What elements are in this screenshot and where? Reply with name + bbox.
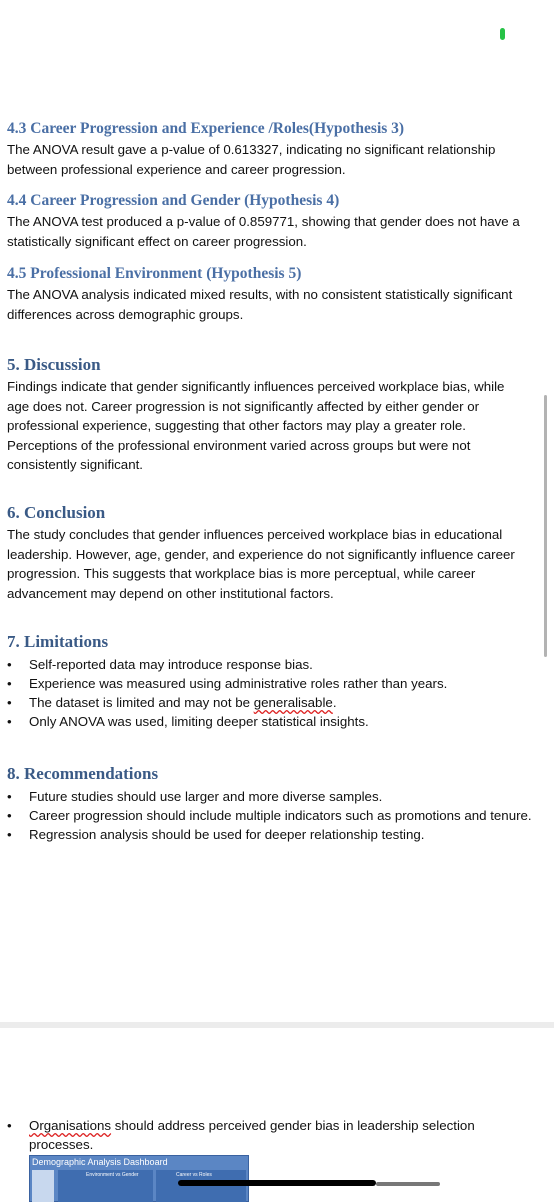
section-body-4-4	[7, 212, 547, 251]
section-heading-conclusion: 6. Conclusion	[7, 503, 106, 522]
dashboard-title: Demographic Analysis Dashboard	[32, 1157, 168, 1167]
section-heading-4-3: 4.3 Career Progression and Experience /Roles(Hypothesis 3)	[7, 120, 405, 137]
section-heading-recommendations: 8. Recommendations	[7, 764, 159, 783]
bullet-icon: •	[7, 827, 12, 842]
bullet-icon: •	[7, 808, 12, 823]
dashboard-panel-label: Career vs Roles	[176, 1172, 212, 1178]
dashboard-panel	[58, 1170, 153, 1202]
body-line: between professional experience and career progression.	[7, 161, 346, 177]
section-heading-4-4: 4.4 Career Progression and Gender (Hypothesis 4)	[7, 192, 340, 209]
body-line: professional experience, suggesting that other factors may play a greater role.	[7, 418, 466, 433]
section-body-4-3	[7, 140, 547, 179]
list-item: • The dataset is limited and may not be generalisable.	[7, 695, 337, 710]
spellcheck-word: Organisations	[29, 1118, 112, 1133]
body-line: differences across demographic groups.	[7, 306, 244, 322]
dashboard-panel-label: Environment vs Gender	[86, 1172, 139, 1178]
list-item: • Regression analysis should be used for deeper relationship testing.	[7, 827, 425, 842]
scrollbar[interactable]	[544, 395, 547, 657]
section-body-discussion	[7, 377, 547, 475]
dashboard-sidebar	[32, 1170, 54, 1202]
section-heading-discussion: 5. Discussion	[7, 355, 101, 374]
limitations-list	[7, 655, 447, 731]
home-indicator[interactable]	[178, 1180, 376, 1186]
body-line: The study concludes that gender influences perceived workplace bias in educational	[7, 527, 503, 542]
body-line: statistically significant effect on career progression.	[7, 233, 307, 249]
bullet-icon: •	[7, 714, 12, 729]
bullet-icon: •	[7, 695, 12, 710]
list-item: • Organisations should address perceived gender bias in leadership selection	[7, 1118, 475, 1133]
body-line: The ANOVA analysis indicated mixed results, with no consistent statistically significant	[7, 287, 513, 302]
bullet-icon: •	[7, 676, 12, 691]
body-line: advancement may depend on other institutional factors.	[7, 585, 334, 601]
body-line: The ANOVA result gave a p-value of 0.613327, indicating no significant relationship	[7, 142, 496, 157]
dashboard-image	[29, 1155, 249, 1202]
body-line: consistently significant.	[7, 457, 143, 472]
recommendations-list-continued	[7, 1116, 475, 1154]
list-item: • Only ANOVA was used, limiting deeper statistical insights.	[7, 714, 369, 729]
list-item: • Self-reported data may introduce response bias.	[7, 657, 313, 672]
body-line: progression. This suggests that workplace bias is more perceptual, while career	[7, 566, 476, 581]
body-line: Findings indicate that gender significantly influences perceived workplace bias, while	[7, 379, 505, 394]
list-item: • Experience was measured using administrative roles rather than years.	[7, 676, 448, 691]
list-item: • Future studies should use larger and more diverse samples.	[7, 789, 383, 804]
list-item: • Career progression should include multiple indicators such as promotions and tenure.	[7, 808, 532, 823]
recommendations-list	[7, 787, 532, 844]
section-body-conclusion	[7, 525, 547, 603]
body-line: age does not. Career progression is not significantly affected by either gender or	[7, 398, 480, 414]
body-line: leadership. However, age, gender, and experience do not significantly influence career	[7, 546, 515, 562]
bullet-icon: •	[7, 657, 12, 672]
section-body-4-5	[7, 285, 547, 324]
body-line: The ANOVA test produced a p-value of 0.859771, showing that gender does not have a	[7, 214, 520, 229]
dashboard-panel	[156, 1170, 246, 1202]
section-heading-4-5: 4.5 Professional Environment (Hypothesis 5)	[7, 265, 302, 282]
bullet-icon: •	[7, 789, 12, 804]
list-item-continuation: processes.	[29, 1137, 94, 1152]
recording-indicator	[500, 28, 505, 40]
bullet-icon: •	[7, 1118, 12, 1133]
spellcheck-word: generalisable	[253, 695, 333, 710]
section-heading-limitations: 7. Limitations	[7, 632, 109, 651]
body-line: Perceptions of the professional environment varied across groups but were not	[7, 437, 471, 453]
home-indicator-secondary	[376, 1182, 440, 1186]
